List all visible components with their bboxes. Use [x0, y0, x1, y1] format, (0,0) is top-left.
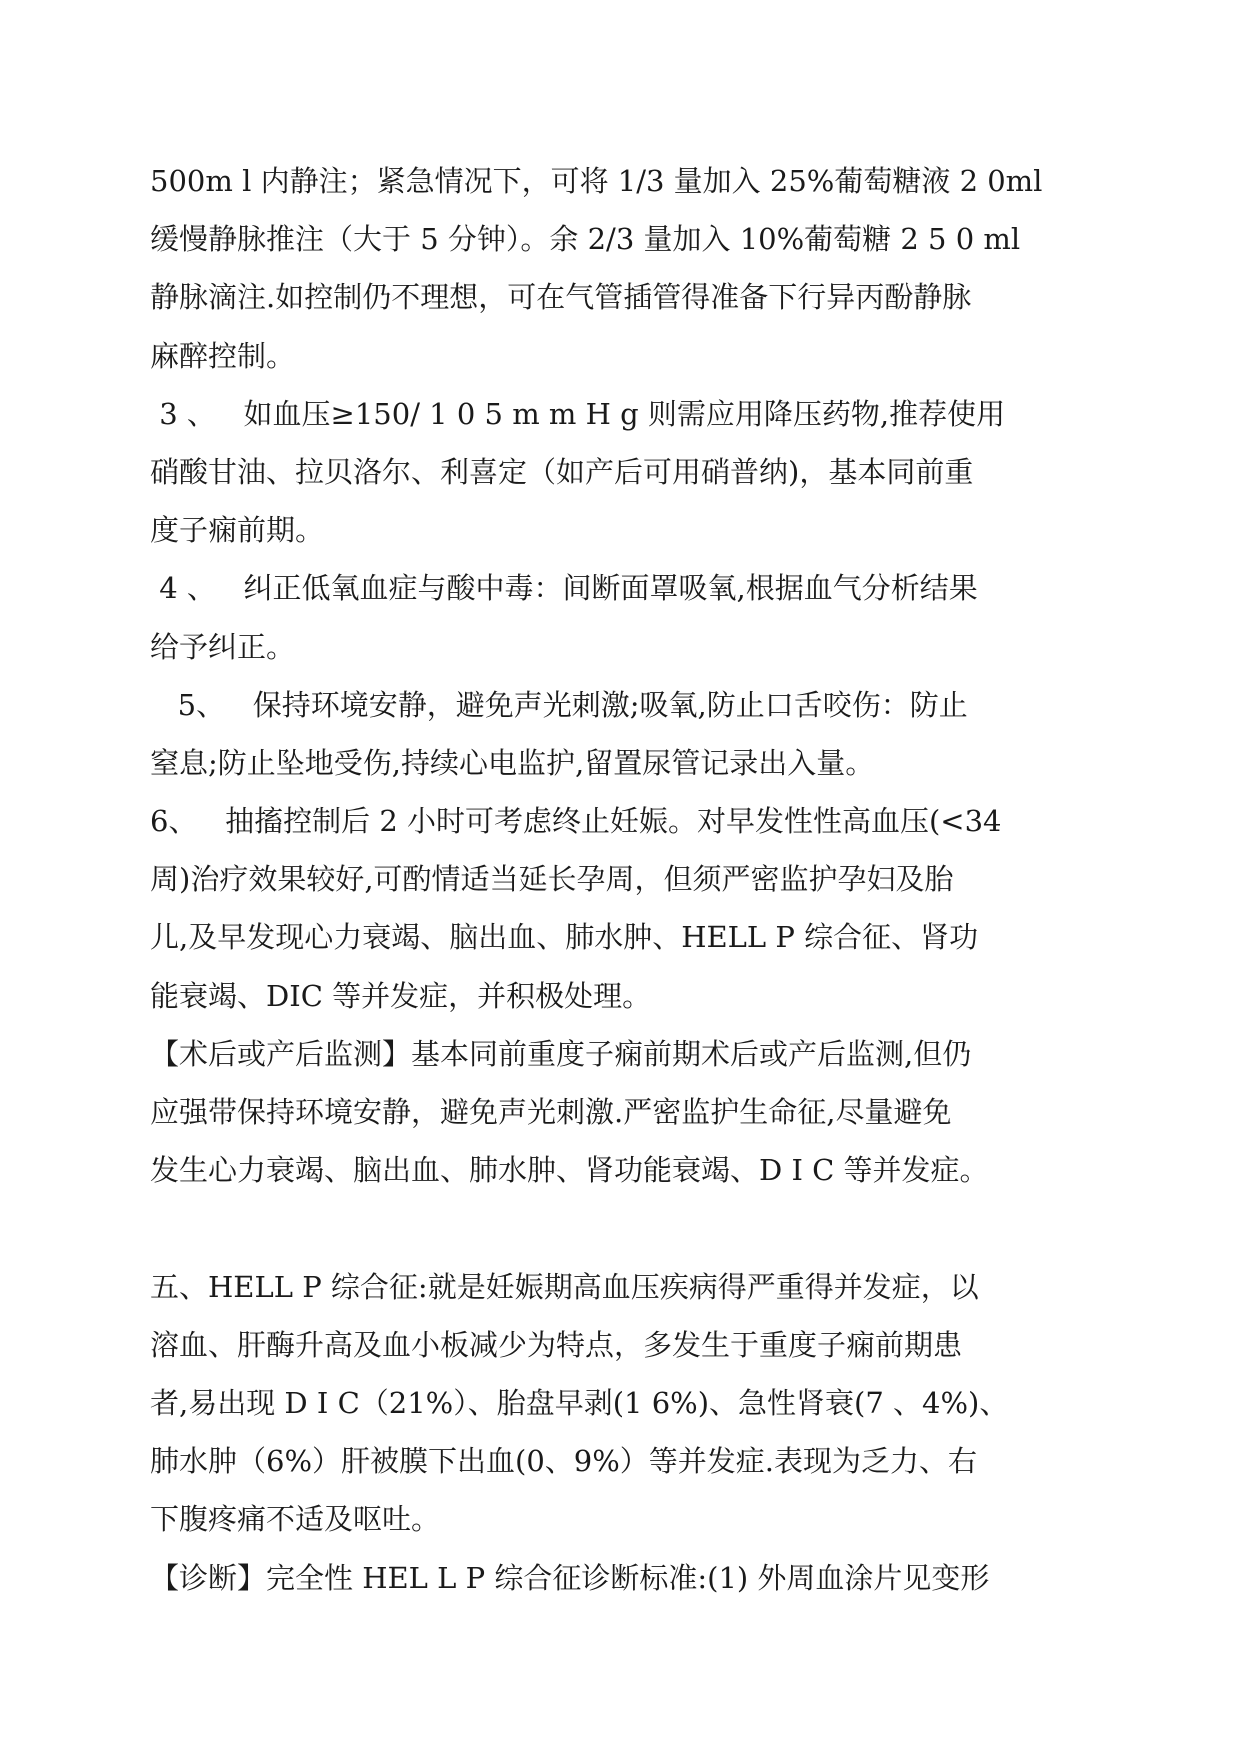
text-line: 5、 保持环境安静，避免声光刺激;吸氧,防止口舌咬伤：防止: [150, 687, 968, 722]
text-line: 4 、 纠正低氧血症与酸中毒：间断面罩吸氧,根据血气分析结果: [150, 571, 978, 606]
text-line: 儿,及早发现心力衰竭、脑出血、肺水肿、HELL P 综合征、肾功: [150, 920, 979, 955]
text-line: 500m l 内静注；紧急情况下，可将 1/3 量加入 25%葡萄糖液 2 0ml: [150, 164, 1043, 198]
text-line: 硝酸甘油、拉贝洛尔、利喜定（如产后可用硝普纳)，基本同前重: [150, 454, 974, 489]
text-line: 【术后或产后监测】基本同前重度子痫前期术后或产后监测,但仍: [150, 1036, 972, 1071]
text-line: 能衰竭、DIC 等并发症，并积极处理。: [150, 978, 652, 1013]
text-line: 窒息;防止坠地受伤,持续心电监护,留置尿管记录出入量。: [150, 745, 875, 780]
text-line: 6、 抽搐控制后 2 小时可考虑终止妊娠。对早发性性高血压(<34: [150, 804, 1002, 839]
text-line: 周)治疗效果较好,可酌情适当延长孕周，但须严密监护孕妇及胎: [150, 862, 954, 897]
text-line: 度子痫前期。: [150, 513, 325, 548]
text-line: 下腹疼痛不适及呕吐。: [150, 1502, 441, 1537]
text-line: 五、HELL P 综合征:就是妊娠期高血压疾病得严重得并发症，以: [150, 1269, 979, 1304]
text-line: 应强带保持环境安静，避免声光刺激.严密监护生命征,尽量避免: [150, 1095, 952, 1129]
text-line: 溶血、肝酶升高及血小板减少为特点，多发生于重度子痫前期患: [150, 1327, 963, 1362]
text-line: 【诊断】完全性 HEL L P 综合征诊断标准:(1) 外周血涂片见变形: [150, 1560, 990, 1595]
text-line: 给予纠正。: [150, 629, 296, 664]
text-line: 发生心力衰竭、脑出血、肺水肿、肾功能衰竭、D I C 等并发症。: [150, 1153, 989, 1188]
text-line: 缓慢静脉推注（大于 5 分钟）。余 2/3 量加入 10%葡萄糖 2 5 0 ml: [150, 222, 1021, 257]
text-line: 3 、 如血压≥150/ 1 0 5 m m H g 则需应用降压药物,推荐使用: [150, 396, 1006, 431]
text-line: 肺水肿（6%）肝被膜下出血(0、9%）等并发症.表现为乏力、右: [150, 1444, 977, 1479]
paragraph-gap: [150, 1199, 1092, 1257]
text-line: 静脉滴注.如控制仍不理想，可在气管插管得准备下行异丙酚静脉: [150, 280, 972, 315]
body-text: [150, 152, 1092, 1607]
text-line: 者,易出现 D I C（21%）、胎盘早剥(1 6%)、急性肾衰(7 、4%)、: [150, 1385, 1009, 1420]
text-line: 麻醉控制。: [150, 338, 296, 373]
